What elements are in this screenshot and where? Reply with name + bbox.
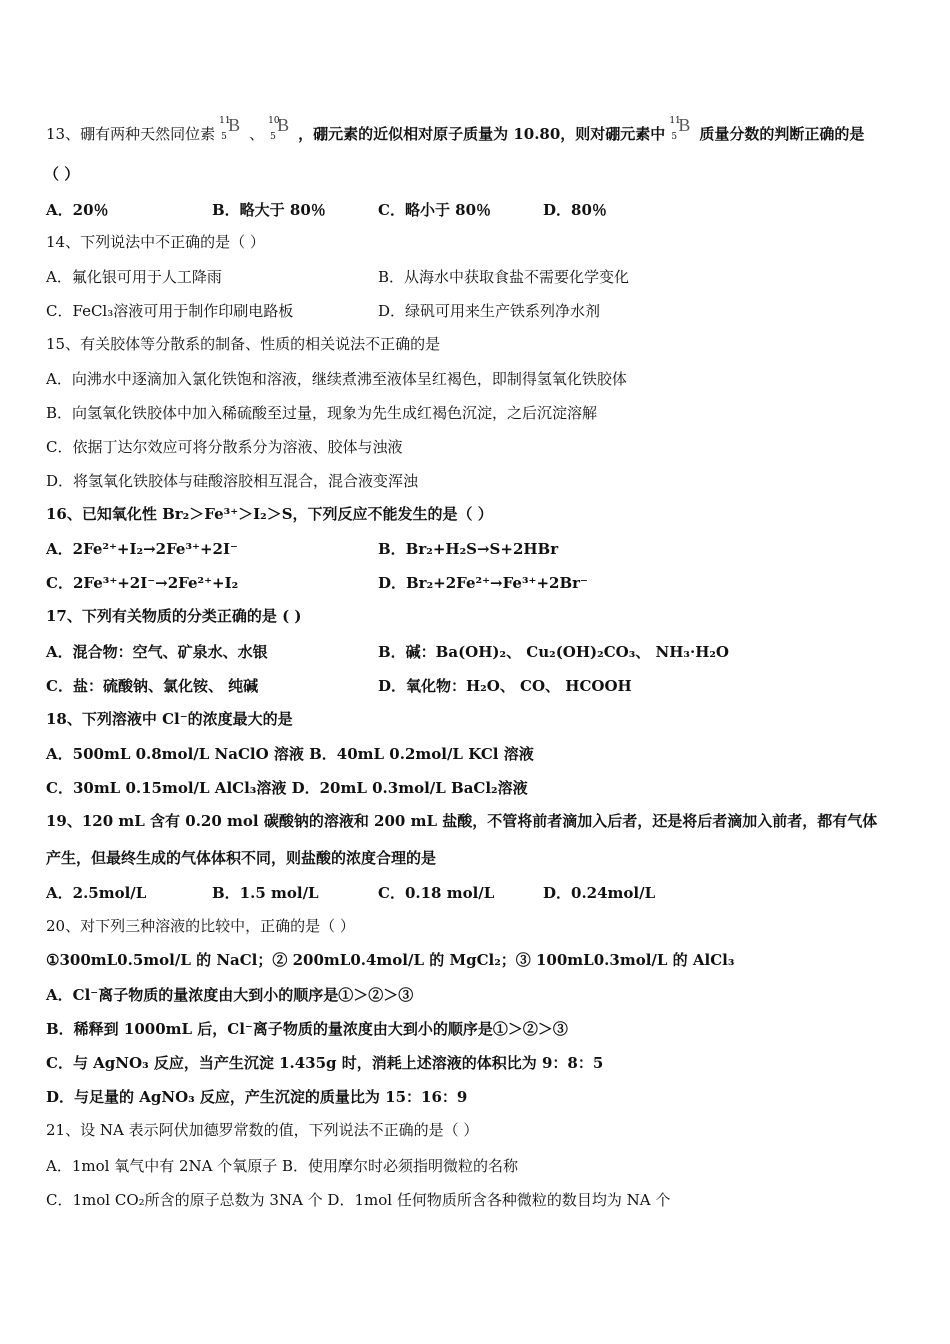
q18-options-cd: C．30mL 0.15mol/L AlCl₃溶液 D．20mL 0.3mol/L BaCl₂溶液: [46, 779, 528, 797]
q20-stem: 20、对下列三种溶液的比较中，正确的是（ ）: [46, 917, 355, 935]
nuclide-symbol: B: [228, 115, 241, 135]
q14-option-a: A．氟化银可用于人工降雨: [46, 268, 222, 286]
nuclide-atomic-number: 5: [221, 132, 227, 142]
q15-option-b: B．向氢氧化铁胶体中加入稀硫酸至过量，现象为先生成红褐色沉淀，之后沉淀溶解: [46, 404, 598, 422]
q16-option-c: C．2Fe³⁺+2I⁻→2Fe²⁺+I₂: [46, 574, 239, 592]
q13-option-a: A．20％: [46, 201, 109, 219]
q14-option-b: B．从海水中获取食盐不需要化学变化: [378, 268, 630, 286]
q15-stem: 15、有关胶体等分散系的制备、性质的相关说法不正确的是: [46, 335, 441, 353]
q20-option-b: B．稀释到 1000mL 后，Cl⁻离子物质的量浓度由大到小的顺序是①＞②＞③: [46, 1020, 568, 1038]
q16-option-b: B．Br₂+H₂S→S+2HBr: [378, 540, 559, 558]
nuclide-mass: 11: [219, 116, 231, 126]
boron-10-nuclide: [266, 115, 296, 145]
q15-option-d: D．将氢氧化铁胶体与硅酸溶胶相互混合，混合液变浑浊: [46, 472, 419, 490]
q13-paren: （ ）: [44, 165, 80, 183]
boron-11-nuclide-2: [667, 115, 697, 145]
q17-option-d: D．氧化物：H₂O、 CO、 HCOOH: [378, 677, 632, 695]
q19-option-b: B．1.5 mol/L: [212, 884, 319, 902]
q13-stem-c: 质量分数的判断正确的是: [699, 125, 865, 143]
q17-option-b: B．碱：Ba(OH)₂、 Cu₂(OH)₂CO₃、 NH₃·H₂O: [378, 643, 729, 661]
q20-given: ①300mL0.5mol/L 的 NaCl；② 200mL0.4mol/L 的 MgCl₂；③ 100mL0.3mol/L 的 AlCl₃: [46, 951, 735, 969]
q20-option-c: C．与 AgNO₃ 反应，当产生沉淀 1.435g 时，消耗上述溶液的体积比为 9：8：5: [46, 1054, 604, 1072]
q19-option-d: D．0.24mol/L: [543, 884, 656, 902]
q19-option-c: C．0.18 mol/L: [378, 884, 495, 902]
q18-options-ab: A．500mL 0.8mol/L NaClO 溶液 B．40mL 0.2mol/L KCl 溶液: [46, 745, 534, 763]
q16-stem: 16、已知氧化性 Br₂＞Fe³⁺＞I₂＞S，下列反应不能发生的是（ ）: [46, 505, 493, 523]
q14-option-c: C．FeCl₃溶液可用于制作印刷电路板: [46, 302, 294, 320]
q21-options-ab: A．1mol 氧气中有 2NA 个氧原子 B．使用摩尔时必须指明微粒的名称: [46, 1157, 519, 1175]
q14-stem: 14、下列说法中不正确的是（ ）: [46, 233, 265, 251]
q16-option-a: A．2Fe²⁺+I₂→2Fe³⁺+2I⁻: [46, 540, 238, 558]
q13-option-d: D．80％: [543, 201, 607, 219]
nuclide-mass: 10: [268, 116, 280, 126]
q13-option-b: B．略大于 80％: [212, 201, 326, 219]
q17-stem: 17、下列有关物质的分类正确的是 ( ): [46, 607, 302, 625]
nuclide-mass: 11: [669, 116, 681, 126]
q18-stem: 18、下列溶液中 Cl⁻的浓度最大的是: [46, 710, 293, 728]
q19-stem-line2: 产生，但最终生成的气体体积不同，则盐酸的浓度合理的是: [46, 849, 437, 867]
q16-option-d: D．Br₂+2Fe²⁺→Fe³⁺+2Br⁻: [378, 574, 588, 592]
q13-stem: [46, 115, 864, 145]
q21-options-cd: C．1mol CO₂所含的原子总数为 3NA 个 D．1mol 任何物质所含各种微粒的数目均为 NA 个: [46, 1191, 671, 1209]
boron-11-nuclide: [217, 115, 247, 145]
q17-option-a: A．混合物：空气、矿泉水、水银: [46, 643, 268, 661]
q13-sep: 、: [249, 125, 265, 143]
nuclide-atomic-number: 5: [671, 132, 678, 142]
nuclide-symbol: B: [277, 115, 290, 135]
q15-option-c: C．依据丁达尔效应可将分散系分为溶液、胶体与浊液: [46, 438, 403, 456]
q19-stem-line1: 19、120 mL 含有 0.20 mol 碳酸钠的溶液和 200 mL 盐酸，不管将前者滴加入后者，还是将后者滴加入前者，都有气体: [46, 812, 878, 830]
q19-option-a: A．2.5mol/L: [46, 884, 147, 902]
q20-option-a: A．Cl⁻离子物质的量浓度由大到小的顺序是①＞②＞③: [46, 986, 414, 1004]
q13-stem-a: 13、硼有两种天然同位素: [46, 125, 216, 143]
q14-option-d: D．绿矾可用来生产铁系列净水剂: [378, 302, 601, 320]
nuclide-atomic-number: 5: [270, 132, 276, 142]
q15-option-a: A．向沸水中逐滴加入氯化铁饱和溶液，继续煮沸至液体呈红褐色，即制得氢氧化铁胶体: [46, 370, 627, 388]
q13-stem-b: ，硼元素的近似相对原子质量为 10.80，则对硼元素中: [298, 125, 666, 143]
q20-option-d: D．与足量的 AgNO₃ 反应，产生沉淀的质量比为 15：16：9: [46, 1088, 468, 1106]
q21-stem: 21、设 NA 表示阿伏加德罗常数的值，下列说法不正确的是（ ）: [46, 1121, 479, 1139]
nuclide-symbol: B: [678, 115, 691, 135]
q13-option-c: C．略小于 80％: [378, 201, 492, 219]
q17-option-c: C．盐：硫酸钠、氯化铵、 纯碱: [46, 677, 259, 695]
